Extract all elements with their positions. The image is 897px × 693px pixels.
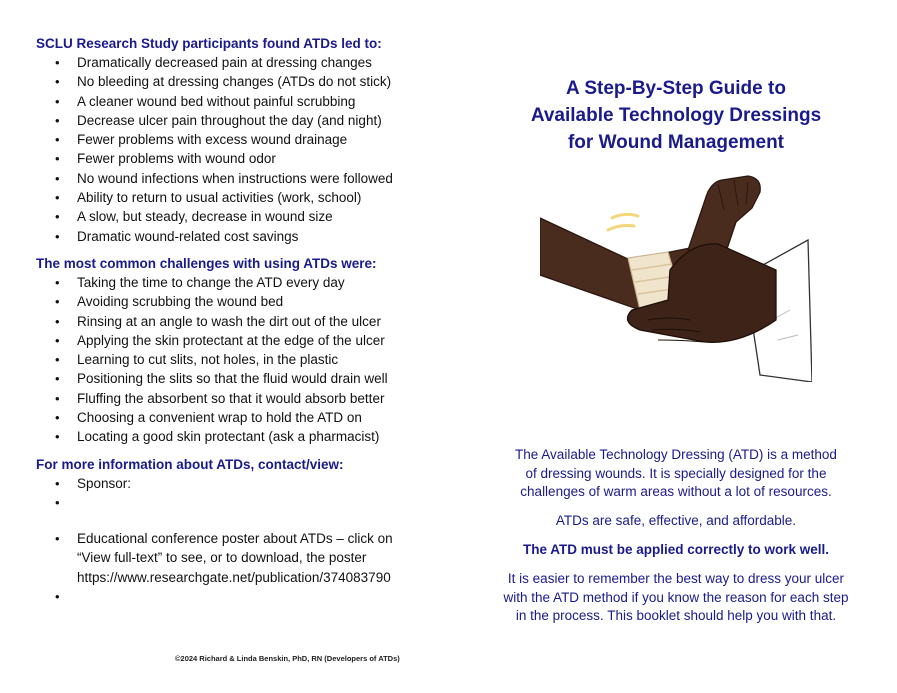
list-item: • Fewer problems with excess wound drainage xyxy=(77,130,456,149)
left-panel xyxy=(36,34,456,606)
title-line: A Step-By-Step Guide to xyxy=(566,78,786,99)
poster-text-line2: “View full-text” to see, or to download, the poster xyxy=(77,550,367,566)
intro-line: of dressing wounds. It is specially designed for the xyxy=(525,465,827,481)
section-heading-challenges: The most common challenges with using ATDs were: xyxy=(36,255,377,271)
easier-paragraph xyxy=(490,570,862,626)
list-item: • No bleeding at dressing changes (ATDs do not stick) xyxy=(77,72,456,91)
empty-list-item xyxy=(77,587,456,606)
benefits-list xyxy=(36,53,456,246)
list-item: • No wound infections when instructions were followed xyxy=(77,169,456,188)
intro-paragraph xyxy=(490,446,862,502)
intro-line: challenges of warm areas without a lot of resources. xyxy=(520,484,832,499)
section-heading-benefits: SCLU Research Study participants found ATDs led to: xyxy=(36,36,382,51)
sponsor-item: • Sponsor: xyxy=(77,474,456,493)
list-item: • Applying the skin protectant at the edge of the ulcer xyxy=(77,331,456,350)
poster-link[interactable]: https://www.researchgate.net/publication/374083790 xyxy=(77,569,391,585)
bandaged-arm-hand-illustration xyxy=(540,170,812,382)
easier-line: in the process. This booklet should help you with that. xyxy=(515,608,837,623)
list-item: • Dramatic wound-related cost savings xyxy=(77,227,456,246)
list-item: • Taking the time to change the ATD every day xyxy=(77,273,456,292)
list-item: • A slow, but steady, decrease in wound size xyxy=(77,207,456,226)
list-item: • A cleaner wound bed without painful scrubbing xyxy=(77,92,456,111)
poster-item xyxy=(77,529,456,587)
blank-spacer xyxy=(77,493,456,529)
title-line: Available Technology Dressings xyxy=(530,105,822,126)
copyright-footer: ©2024 Richard & Linda Benskin, PhD, RN (Developers of ATDs) xyxy=(175,654,400,663)
list-item: • Fewer problems with wound odor xyxy=(77,149,456,168)
list-item: • Avoiding scrubbing the wound bed xyxy=(77,292,456,311)
list-item: • Fluffing the absorbent so that it would absorb better xyxy=(77,389,456,408)
list-item: • Locating a good skin protectant (ask a pharmacist) xyxy=(77,427,456,446)
list-item: • Dramatically decreased pain at dressing changes xyxy=(77,53,456,72)
list-item: • Decrease ulcer pain throughout the day (and night) xyxy=(77,111,456,130)
list-item: • Rinsing at an angle to wash the dirt out of the ulcer xyxy=(77,312,456,331)
easier-line: It is easier to remember the best way to dress your ulcer xyxy=(507,571,845,586)
poster-text-line1: Educational conference poster about ATDs – click on xyxy=(77,530,393,546)
easier-line: with the ATD method if you know the reason for each step xyxy=(503,589,849,605)
list-item: • Learning to cut slits, not holes, in the plastic xyxy=(77,350,456,369)
title-line: for Wound Management xyxy=(567,132,785,153)
booklet-title xyxy=(486,75,866,156)
challenges-list xyxy=(36,273,456,447)
must-apply-statement: The ATD must be applied correctly to work well. xyxy=(522,542,830,557)
intro-line: The Available Technology Dressing (ATD) is a method xyxy=(515,447,837,462)
more-info-list xyxy=(36,474,456,606)
list-item: • Choosing a convenient wrap to hold the ATD on xyxy=(77,408,456,427)
section-heading-more-info: For more information about ATDs, contact/view: xyxy=(36,456,344,472)
safe-statement: ATDs are safe, effective, and affordable. xyxy=(555,513,797,528)
list-item: • Positioning the slits so that the fluid would drain well xyxy=(77,369,456,388)
list-item: • Ability to return to usual activities (work, school) xyxy=(77,188,456,207)
